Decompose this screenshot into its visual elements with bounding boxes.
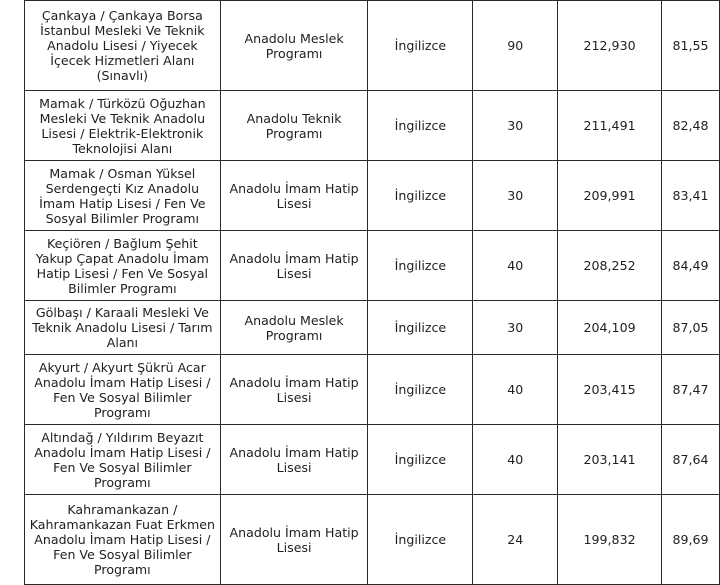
program-type-cell: Anadolu Meslek Programı	[220, 301, 368, 355]
table-row	[25, 425, 720, 495]
quota-cell: 30	[473, 161, 558, 231]
school-name-cell: Çankaya / Çankaya Borsa İstanbul Mesleki Ve Teknik Anadolu Lisesi / Yiyecek İçecek Hizmetleri Alanı (Sınavlı)	[25, 1, 221, 91]
quota-cell: 40	[473, 355, 558, 425]
base-score-cell: 211,491	[558, 91, 662, 161]
school-name-cell: Kahramankazan / Kahramankazan Fuat Erkmen Anadolu İmam Hatip Lisesi / Fen Ve Sosyal Bilimler Programı	[25, 495, 221, 585]
program-type-cell: Anadolu İmam Hatip Lisesi	[220, 231, 368, 301]
school-name-cell: Akyurt / Akyurt Şükrü Acar Anadolu İmam Hatip Lisesi / Fen Ve Sosyal Bilimler Programı	[25, 355, 221, 425]
base-score-cell: 199,832	[558, 495, 662, 585]
base-score-cell: 208,252	[558, 231, 662, 301]
school-name-cell: Mamak / Türközü Oğuzhan Mesleki Ve Teknik Anadolu Lisesi / Elektrik-Elektronik Teknolojisi Alanı	[25, 91, 221, 161]
program-type-cell: Anadolu İmam Hatip Lisesi	[220, 495, 368, 585]
percentile-cell: 83,41	[662, 161, 720, 231]
table-row	[25, 161, 720, 231]
percentile-cell: 82,48	[662, 91, 720, 161]
quota-cell: 90	[473, 1, 558, 91]
base-score-cell: 203,415	[558, 355, 662, 425]
table-row	[25, 301, 720, 355]
quota-cell: 40	[473, 425, 558, 495]
school-name-cell: Altındağ / Yıldırım Beyazıt Anadolu İmam Hatip Lisesi / Fen Ve Sosyal Bilimler Programı	[25, 425, 221, 495]
base-score-cell: 204,109	[558, 301, 662, 355]
school-name-cell: Gölbaşı / Karaali Mesleki Ve Teknik Anadolu Lisesi / Tarım Alanı	[25, 301, 221, 355]
language-cell: İngilizce	[368, 425, 473, 495]
language-cell: İngilizce	[368, 355, 473, 425]
percentile-cell: 87,47	[662, 355, 720, 425]
school-table	[24, 0, 720, 585]
language-cell: İngilizce	[368, 231, 473, 301]
school-name-cell: Keçiören / Bağlum Şehit Yakup Çapat Anadolu İmam Hatip Lisesi / Fen Ve Sosyal Bilimler Programı	[25, 231, 221, 301]
percentile-cell: 87,05	[662, 301, 720, 355]
language-cell: İngilizce	[368, 91, 473, 161]
language-cell: İngilizce	[368, 301, 473, 355]
language-cell: İngilizce	[368, 161, 473, 231]
percentile-cell: 89,69	[662, 495, 720, 585]
quota-cell: 30	[473, 91, 558, 161]
program-type-cell: Anadolu İmam Hatip Lisesi	[220, 161, 368, 231]
program-type-cell: Anadolu İmam Hatip Lisesi	[220, 425, 368, 495]
quota-cell: 30	[473, 301, 558, 355]
program-type-cell: Anadolu İmam Hatip Lisesi	[220, 355, 368, 425]
base-score-cell: 209,991	[558, 161, 662, 231]
percentile-cell: 84,49	[662, 231, 720, 301]
base-score-cell: 203,141	[558, 425, 662, 495]
percentile-cell: 81,55	[662, 1, 720, 91]
table-row	[25, 91, 720, 161]
base-score-cell: 212,930	[558, 1, 662, 91]
table-row	[25, 231, 720, 301]
table-row	[25, 1, 720, 91]
language-cell: İngilizce	[368, 1, 473, 91]
quota-cell: 40	[473, 231, 558, 301]
school-name-cell: Mamak / Osman Yüksel Serdengeçti Kız Anadolu İmam Hatip Lisesi / Fen Ve Sosyal Bilimler Programı	[25, 161, 221, 231]
program-type-cell: Anadolu Meslek Programı	[220, 1, 368, 91]
school-table-container	[24, 0, 720, 585]
language-cell: İngilizce	[368, 495, 473, 585]
table-row	[25, 355, 720, 425]
quota-cell: 24	[473, 495, 558, 585]
percentile-cell: 87,64	[662, 425, 720, 495]
program-type-cell: Anadolu Teknik Programı	[220, 91, 368, 161]
table-row	[25, 495, 720, 585]
